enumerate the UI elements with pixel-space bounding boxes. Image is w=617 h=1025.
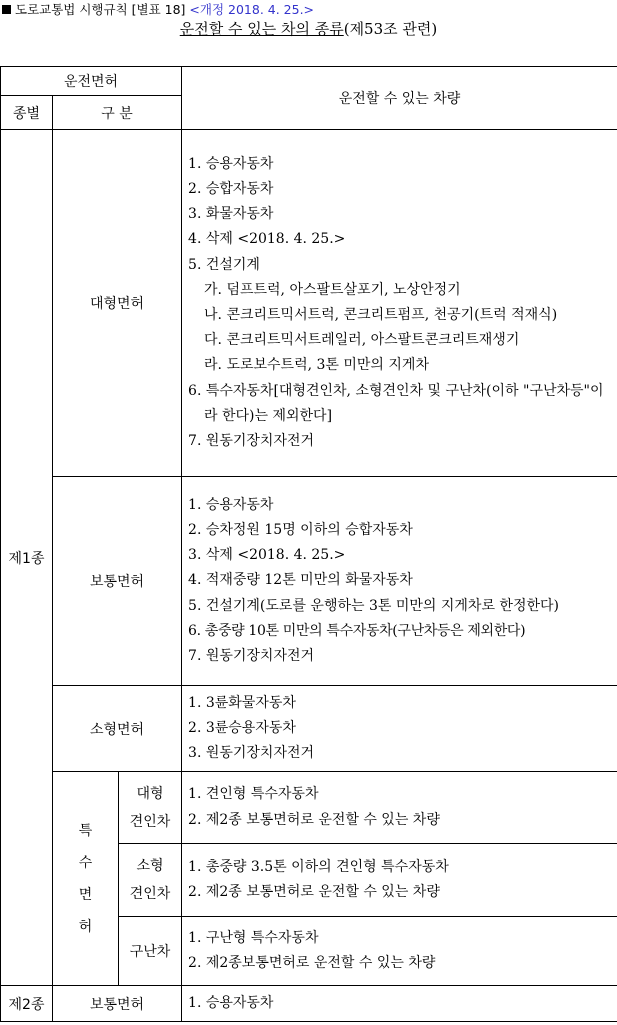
list-item: 1. 3륜화물자동차	[188, 694, 296, 711]
title-main: 운전할 수 있는 차의 종류	[179, 20, 344, 38]
class2-label: 제2종	[1, 986, 53, 1022]
list-item: 3. 삭제 <2018. 4. 25.>	[188, 547, 346, 564]
table-number: [별표 18]	[131, 2, 186, 17]
list-item: 1. 승용자동차	[188, 155, 274, 172]
list-subitem: 라. 도로보수트럭, 3톤 미만의 지게차	[204, 357, 429, 374]
list-item: 5. 건설기계	[188, 256, 260, 273]
special-char: 수	[78, 854, 93, 871]
list-subitem: 가. 덤프트럭, 아스팔트살포기, 노상안정기	[204, 281, 461, 298]
list-item: 2. 3륜승용자동차	[188, 719, 296, 736]
large-tow-label-1: 대형	[136, 785, 164, 802]
list-item: 7. 원동기장치자전거	[188, 648, 315, 664]
list-item: 3. 원동기장치자전거	[188, 745, 315, 762]
list-subitem: 나. 콘크리트믹서트럭, 콘크리트펌프, 천공기(트럭 적재식)	[204, 307, 558, 323]
special-license-label	[53, 772, 119, 986]
header-category: 구 분	[53, 96, 182, 130]
list-item: 1. 구난형 특수자동차	[188, 929, 319, 946]
normal-license-label: 보통면허	[53, 477, 182, 686]
list-item: 6. 특수자동차[대형견인차, 소형견인차 및 구난차(이하 "구난차등"이라 한다)는 제외한다]	[188, 382, 604, 424]
list-item: 4. 적재중량 12톤 미만의 화물자동차	[188, 572, 413, 589]
wrecker-vehicles	[182, 917, 617, 986]
normal-license-vehicles	[182, 477, 617, 686]
small-license-label: 소형면허	[53, 686, 182, 772]
header-kind: 종별	[1, 96, 53, 130]
list-item: 2. 제2종 보통면허로 운전할 수 있는 차량	[188, 811, 440, 828]
large-tow-vehicles	[182, 772, 617, 844]
page-title	[0, 18, 617, 39]
header-license: 운전면허	[1, 67, 182, 96]
list-item: 2. 제2종 보통면허로 운전할 수 있는 차량	[188, 884, 440, 900]
document-header	[2, 0, 314, 18]
special-char: 허	[78, 918, 93, 935]
class1-label: 제1종	[1, 130, 53, 986]
large-tow-label	[119, 772, 182, 844]
list-item: 4. 삭제 <2018. 4. 25.>	[188, 231, 346, 248]
wrecker-label: 구난차	[119, 917, 182, 986]
large-license-vehicles	[182, 130, 617, 477]
special-char: 면	[78, 886, 93, 903]
list-item: 2. 승합자동차	[188, 180, 274, 197]
small-tow-label	[119, 844, 182, 917]
list-item: 2. 승차정원 15명 이하의 승합자동차	[188, 521, 413, 538]
list-item: 6. 총중량 10톤 미만의 특수자동차(구난차등은 제외한다)	[188, 622, 526, 639]
title-ref: (제53조 관련)	[343, 20, 438, 38]
law-name: 도로교통법 시행규칙	[15, 2, 128, 17]
list-item: 7. 원동기장치자전거	[188, 433, 315, 450]
list-item: 1. 견인형 특수자동차	[188, 786, 319, 803]
small-license-vehicles	[182, 686, 617, 772]
special-char: 특	[78, 822, 93, 839]
list-item: 1. 승용자동차	[188, 496, 274, 513]
list-item: 5. 건설기계(도로를 운행하는 3톤 미만의 지게차로 한정한다)	[188, 597, 559, 614]
list-item: 1. 승용자동차	[188, 994, 274, 1011]
revision-link[interactable]: <개정 2018. 4. 25.>	[189, 2, 315, 17]
class2-normal-label: 보통면허	[53, 986, 182, 1022]
square-bullet-icon	[2, 5, 11, 14]
list-subitem: 다. 콘크리트믹서트레일러, 아스팔트콘크리트재생기	[204, 332, 520, 349]
list-item: 3. 화물자동차	[188, 206, 274, 223]
class2-normal-vehicles	[182, 986, 617, 1022]
license-table	[0, 66, 617, 1022]
list-item: 1. 총중량 3.5톤 이하의 견인형 특수자동차	[188, 858, 449, 875]
large-license-label: 대형면허	[53, 130, 182, 477]
header-vehicles: 운전할 수 있는 차량	[182, 67, 617, 130]
small-tow-vehicles	[182, 844, 617, 917]
large-tow-label-2: 견인차	[129, 813, 171, 830]
small-tow-label-1: 소형	[136, 858, 164, 874]
small-tow-label-2: 견인차	[129, 886, 171, 902]
list-item: 2. 제2종보통면허로 운전할 수 있는 차량	[188, 955, 436, 971]
